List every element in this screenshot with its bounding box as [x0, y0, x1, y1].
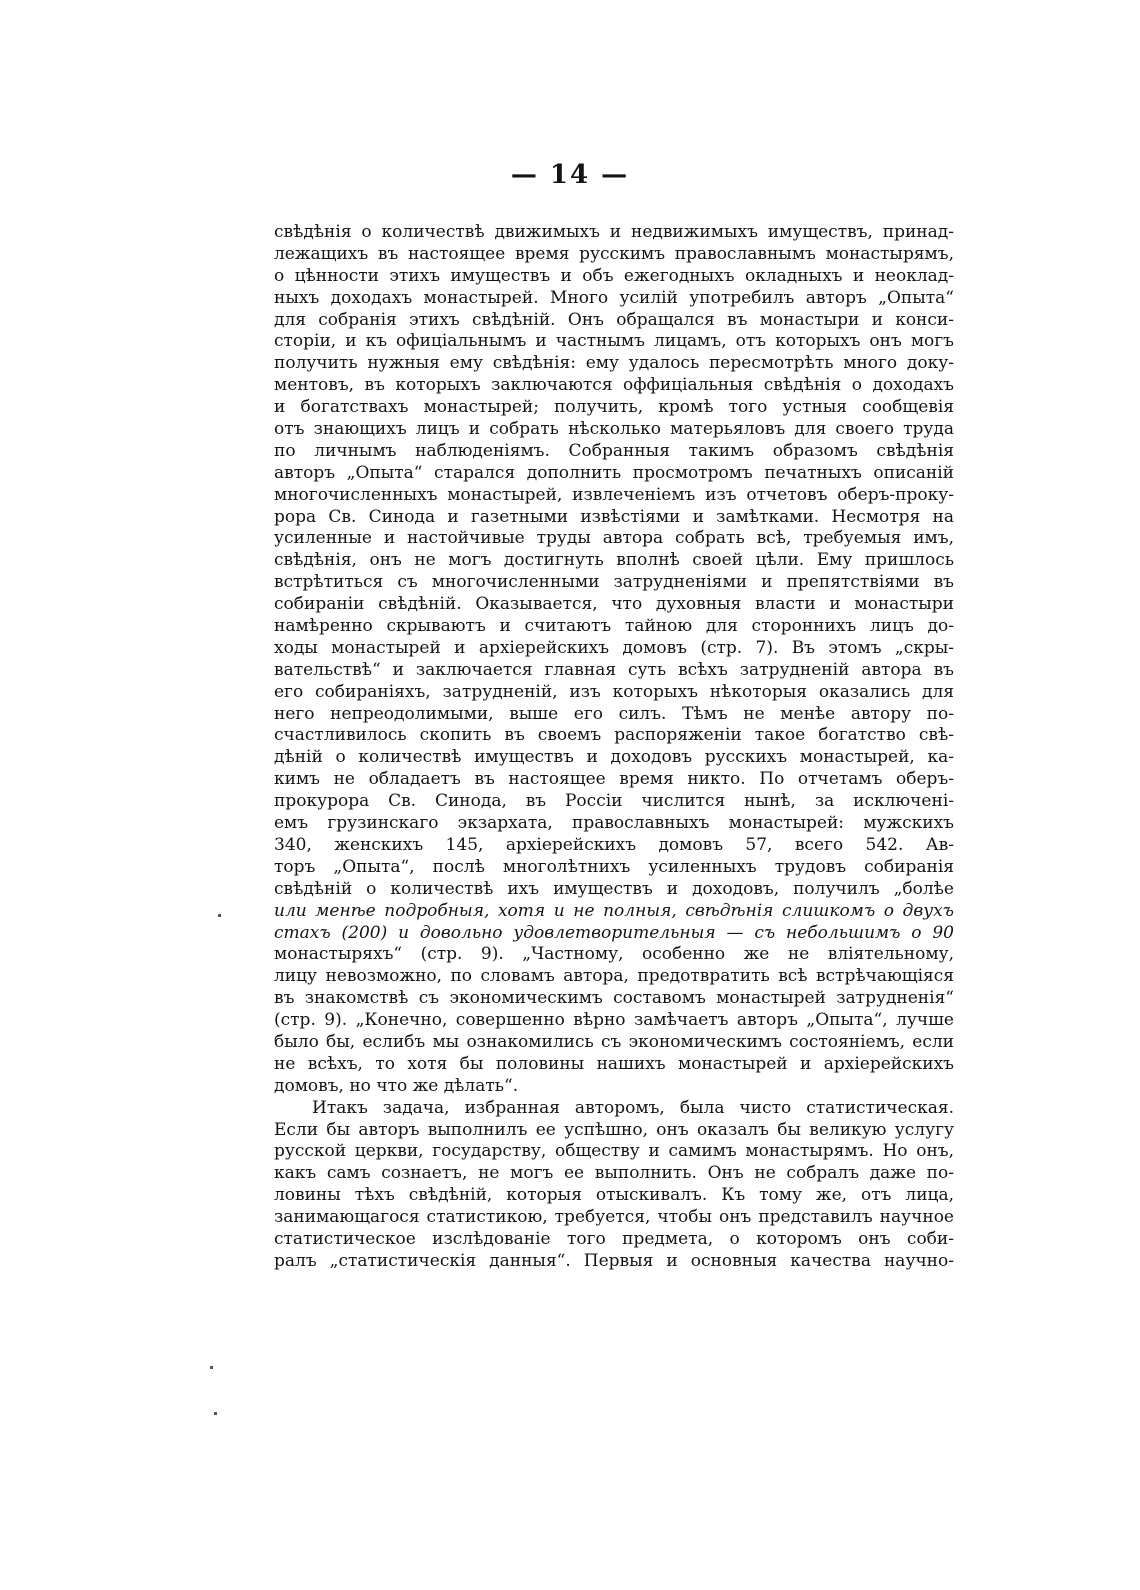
- text-line: его собираніяхъ, затрудненій, изъ которыхъ нѣкоторыя оказались для: [274, 681, 954, 702]
- text-line: торъ „Опыта“, послѣ многолѣтнихъ усиленныхъ трудовъ собиранія: [274, 856, 954, 877]
- text-line: сторіи, и къ офиціальнымъ и частнымъ лицамъ, отъ которыхъ онъ могъ: [274, 331, 954, 352]
- scan-speck: [214, 1412, 217, 1415]
- body-text: [274, 222, 954, 1273]
- text-line: и богатствахъ монастырей; получить, кромѣ того устныя сообщевія: [274, 397, 954, 418]
- text-line: занимающагося статистикою, требуется, чтобы онъ представилъ научное: [274, 1207, 954, 1228]
- text-line: намѣренно скрываютъ и считаютъ тайною для стороннихъ лицъ до-: [274, 616, 954, 637]
- text-line: не всѣхъ, то хотя бы половины нашихъ монастырей и архіерейскихъ: [274, 1053, 954, 1074]
- text-line: домовъ, но что же дѣлать“.: [274, 1075, 519, 1096]
- text-line: въ знакомствѣ съ экономическимъ составомъ монастырей затрудненія“: [274, 988, 954, 1009]
- text-line: кимъ не обладаетъ въ настоящее время никто. По отчетамъ оберъ-: [274, 769, 954, 790]
- text-line: ловины тѣхъ свѣдѣній, которыя отыскивалъ. Къ тому же, отъ лица,: [274, 1185, 954, 1206]
- text-line: ралъ „статистическія данныя“. Первыя и основныя качества научно-: [274, 1250, 954, 1271]
- text-line: вательствѣ“ и заключается главная суть всѣхъ затрудненій автора въ: [274, 659, 954, 680]
- text-line: стахъ (200) и довольно удовлетворительныя — съ небольшимъ о 90: [274, 922, 954, 943]
- text-line: статистическое изслѣдованіе того предмета, о которомъ онъ соби-: [274, 1228, 954, 1249]
- text-line: 340, женскихъ 145, архіерейскихъ домовъ 57, всего 542. Ав-: [274, 834, 954, 855]
- text-line: ходы монастырей и архіерейскихъ домовъ (стр. 7). Въ этомъ „скры-: [274, 637, 954, 658]
- text-line: счастливилось скопить въ своемъ распоряженіи такое богатство свѣ-: [274, 725, 954, 746]
- text-line: было бы, еслибъ мы ознакомились съ экономическимъ состояніемъ, если: [274, 1031, 954, 1052]
- text-line: лицу невозможно, по словамъ автора, предотвратить всѣ встрѣчающіяся: [274, 966, 954, 987]
- text-line: монастыряхъ“ (стр. 9). „Частному, особенно же не вліятельному,: [274, 944, 954, 965]
- scan-speck: [210, 1366, 213, 1369]
- text-line: авторъ „Опыта“ старался дополнить просмотромъ печатныхъ описаній: [274, 462, 954, 483]
- text-line: усиленные и настойчивые труды автора собрать всѣ, требуемыя имъ,: [274, 528, 954, 549]
- text-line: емъ грузинскаго экзархата, православныхъ монастырей: мужскихъ: [274, 813, 954, 834]
- text-line: ныхъ доходахъ монастырей. Много усилій употребилъ авторъ „Опыта“: [274, 287, 954, 308]
- paragraph-1: [274, 222, 954, 1098]
- text-line: свѣдѣній о количествѣ ихъ имуществъ и доходовъ, получилъ „болѣе: [274, 878, 954, 899]
- text-line: рора Св. Синода и газетными извѣстіями и замѣтками. Несмотря на: [274, 506, 954, 527]
- text-line: многочисленныхъ монастырей, извлеченіемъ изъ отчетовъ оберъ-проку-: [274, 484, 954, 505]
- text-line: (стр. 9). „Конечно, совершенно вѣрно замѣчаетъ авторъ „Опыта“, лучше: [274, 1010, 954, 1031]
- text-line: для собранія этихъ свѣдѣній. Онъ обращался въ монастыри и конси-: [274, 309, 954, 330]
- scan-speck: [218, 914, 221, 917]
- text-line: ментовъ, въ которыхъ заключаются оффиціальныя свѣдѣнія о доходахъ: [274, 375, 954, 396]
- text-line: встрѣтиться съ многочисленными затрудненіями и препятствіями въ: [274, 572, 954, 593]
- text-line: по личнымъ наблюденіямъ. Собранныя такимъ образомъ свѣдѣнія: [274, 440, 954, 461]
- text-line: прокурора Св. Синода, въ Россіи числится нынѣ, за исключені-: [274, 791, 954, 812]
- text-line: Итакъ задача, избранная авторомъ, была чисто статистическая.: [312, 1097, 954, 1118]
- paragraph-2: [274, 1098, 954, 1273]
- text-line: свѣдѣнія, онъ не могъ достигнуть вполнѣ своей цѣли. Ему пришлось: [274, 550, 954, 571]
- text-line: русской церкви, государству, обществу и самимъ монастырямъ. Но онъ,: [274, 1141, 954, 1162]
- text-line: получить нужныя ему свѣдѣнія: ему удалось пересмотрѣть много доку-: [274, 353, 954, 374]
- text-line: Если бы авторъ выполнилъ ее успѣшно, онъ оказалъ бы великую услугу: [274, 1119, 954, 1140]
- text-line: о цѣнности этихъ имуществъ и объ ежегодныхъ окладныхъ и неоклад-: [274, 265, 954, 286]
- text-line: него непреодолимыми, выше его силъ. Тѣмъ не менѣе автору по-: [274, 703, 954, 724]
- text-line: свѣдѣнія о количествѣ движимыхъ и недвижимыхъ имуществъ, принад-: [274, 222, 954, 242]
- page-number: — 14 —: [510, 160, 630, 190]
- text-line: или менѣе подробныя, хотя и не полныя, свѣдѣнія слишкомъ о двухъ: [274, 900, 954, 921]
- text-line: какъ самъ сознаетъ, не могъ ее выполнить. Онъ не собралъ даже по-: [274, 1163, 954, 1184]
- text-line: дѣній о количествѣ имуществъ и доходовъ русскихъ монастырей, ка-: [274, 747, 954, 768]
- text-line: собираніи свѣдѣній. Оказывается, что духовныя власти и монастыри: [274, 594, 954, 615]
- text-line: лежащихъ въ настоящее время русскимъ православнымъ монастырямъ,: [274, 243, 954, 264]
- text-line: отъ знающихъ лицъ и собрать нѣсколько матерьяловъ для своего труда: [274, 419, 954, 440]
